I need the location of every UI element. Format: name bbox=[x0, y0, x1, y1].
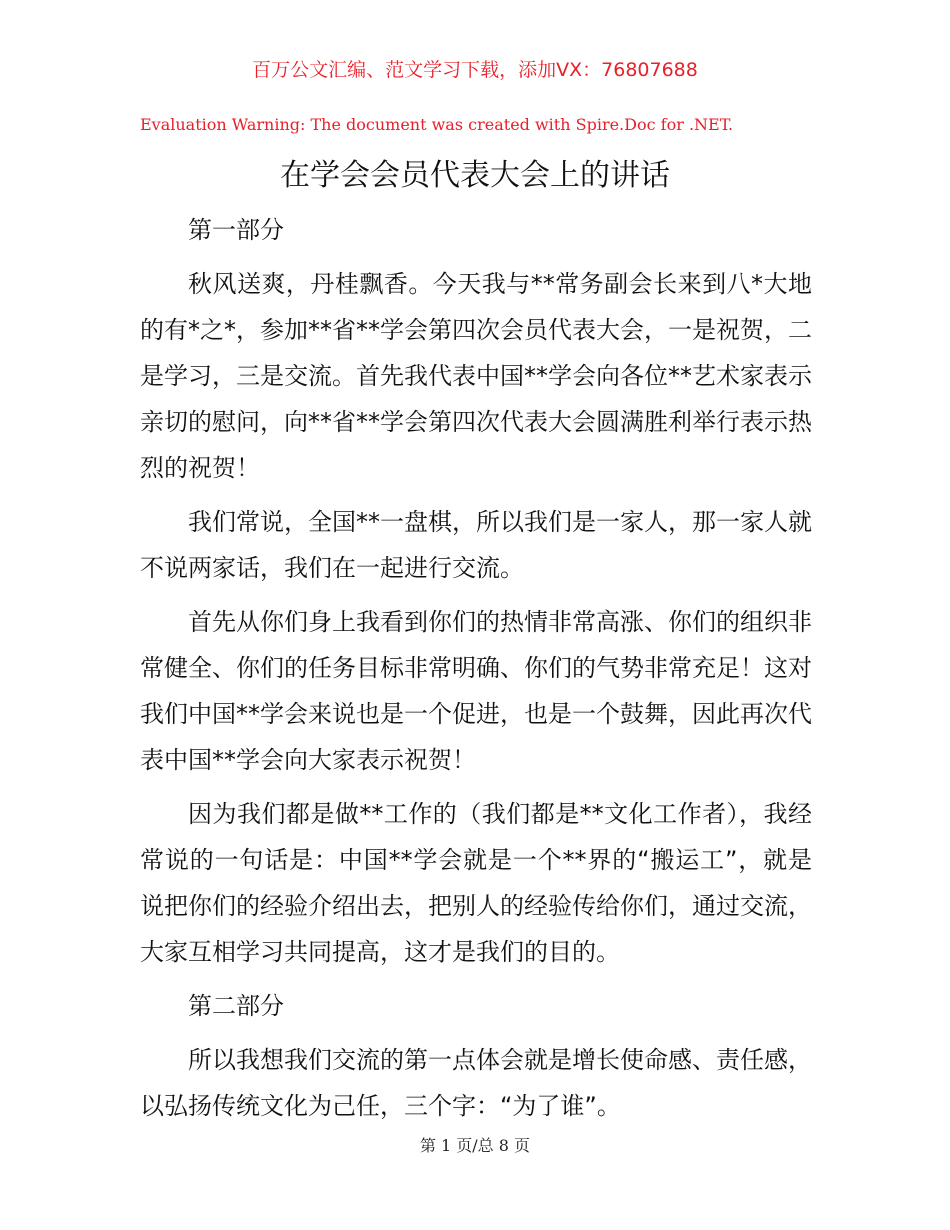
document-body bbox=[140, 207, 812, 1137]
evaluation-warning: Evaluation Warning: The document was created with Spire.Doc for .NET. bbox=[140, 115, 734, 134]
section-heading-1: 第一部分 bbox=[188, 216, 284, 244]
body-paragraph: 我们常说，全国**一盘棋，所以我们是一家人，那一家人就不说两家话，我们在一起进行交流。 bbox=[140, 508, 812, 582]
page-footer: 第 1 页/总 8 页 bbox=[419, 1136, 531, 1155]
body-paragraph: 因为我们都是做**工作的（我们都是**文化工作者），我经常说的一句话是：中国**学会就是一个**界的“搬运工”，就是说把你们的经验介绍出去，把别人的经验传给你们，通过交流，大家互相学习共同提高，这才是我们的目的。 bbox=[140, 800, 812, 966]
section-heading-2: 第二部分 bbox=[188, 992, 284, 1020]
header-banner: 百万公文汇编、范文学习下载，添加VX：76807688 bbox=[252, 59, 698, 81]
body-paragraph: 秋风送爽，丹桂飘香。今天我与**常务副会长来到八*大地的有*之*，参加**省**学会第四次会员代表大会，一是祝贺，二是学习，三是交流。首先我代表中国**学会向各位**艺术家表示亲切的慰问，向**省**学会第四次代表大会圆满胜利举行表示热烈的祝贺！ bbox=[140, 270, 812, 482]
body-paragraph: 首先从你们身上我看到你们的热情非常高涨、你们的组织非常健全、你们的任务目标非常明确、你们的气势非常充足！这对我们中国**学会来说也是一个促进，也是一个鼓舞，因此再次代表中国**学会向大家表示祝贺！ bbox=[140, 608, 812, 774]
body-paragraph: 所以我想我们交流的第一点体会就是增长使命感、责任感，以弘扬传统文化为己任，三个字：“为了谁”。 bbox=[140, 1046, 812, 1120]
document-title: 在学会会员代表大会上的讲话 bbox=[280, 158, 670, 193]
